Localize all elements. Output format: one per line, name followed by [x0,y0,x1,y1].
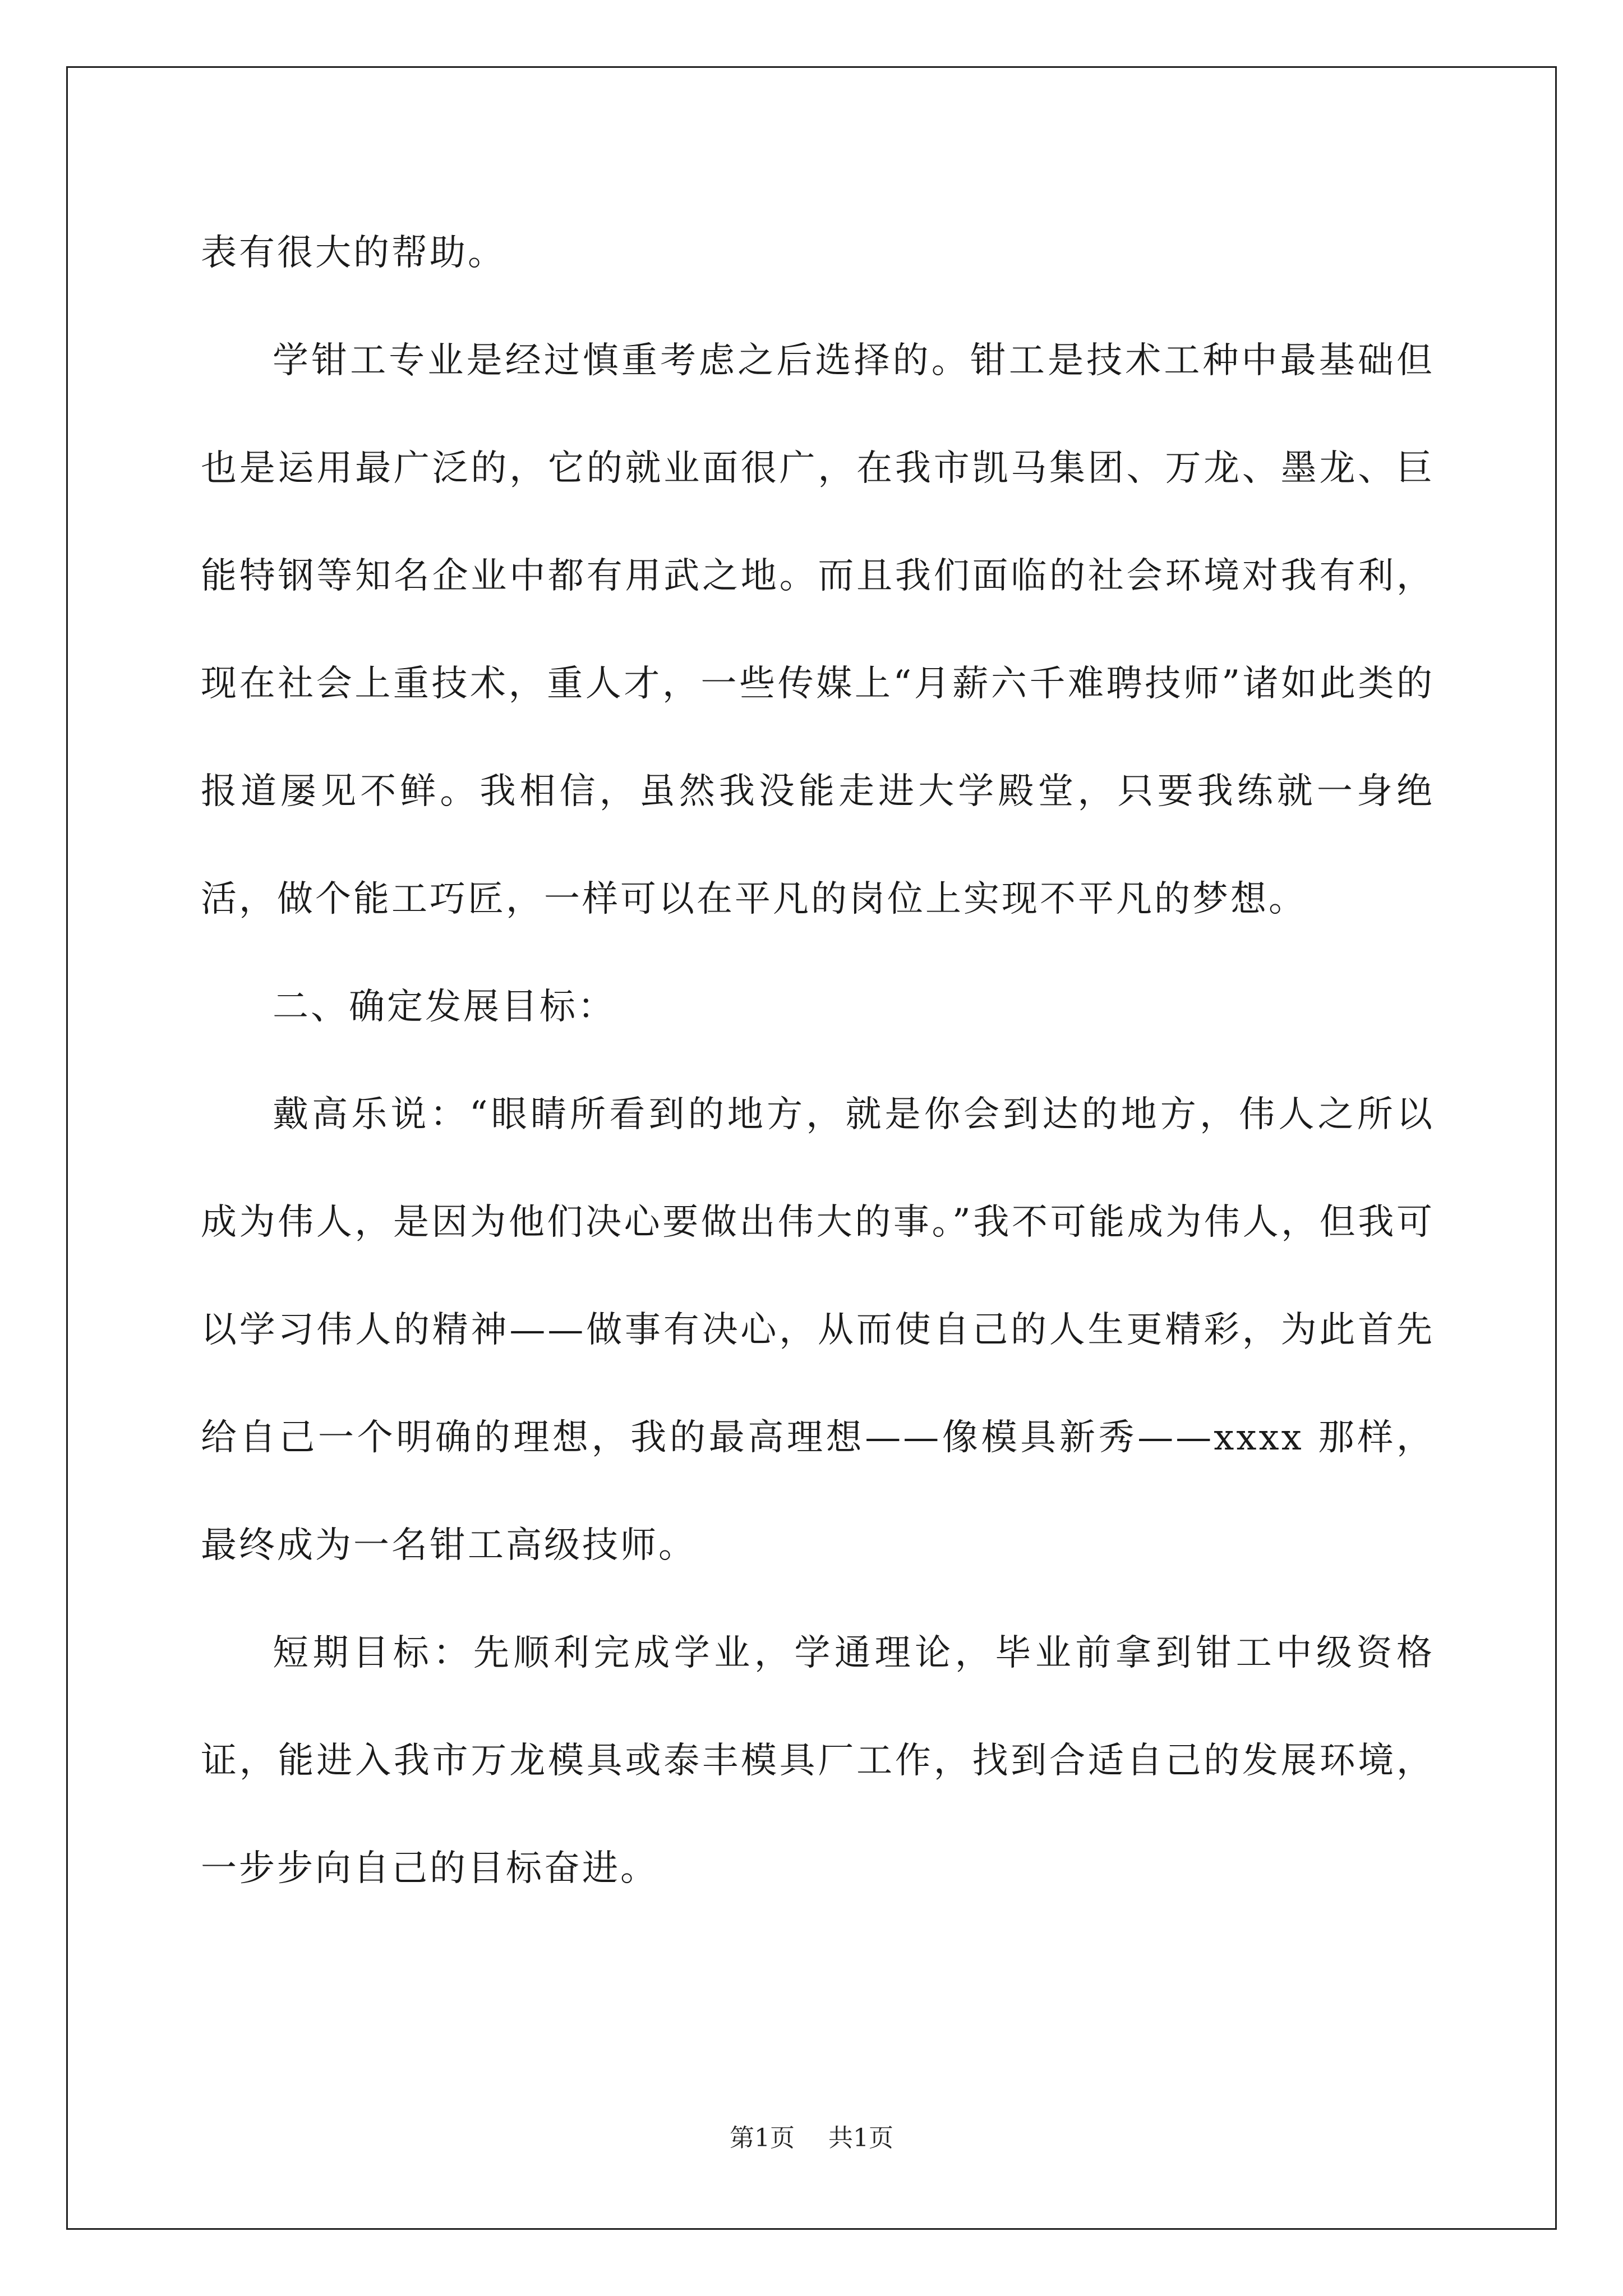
paragraph: 戴高乐说：“眼睛所看到的地方，就是你会到达的地方，伟人之所以成为伟人，是因为他们决心要做出伟大的事。”我不可能成为伟人，但我可以学习伟人的精神——做事有决心，从而使自己的人生更精彩，为此首先给自己一个明确的理想，我的最高理想——像模具新秀——xxxx 那样，最终成为一名钳工高级技师。 [201,1094,1435,1566]
paragraph: 短期目标：先顺利完成学业，学通理论，毕业前拿到钳工中级资格证，能进入我市万龙模具或泰丰模具厂工作，找到合适自己的发展环境，一步步向自己的目标奋进。 [201,1632,1435,1889]
page-footer [0,2122,1623,2155]
paragraph: 学钳工专业是经过慎重考虑之后选择的。钳工是技术工种中最基础但也是运用最广泛的，它的就业面很广，在我市凯马集团、万龙、墨龙、巨能特钢等知名企业中都有用武之地。而且我们面临的社会环境对我有利，现在社会上重技术，重人才，一些传媒上“月薪六千难聘技师”诸如此类的报道屡见不鲜。我相信，虽然我没能走进大学殿堂，只要我练就一身绝活，做个能工巧匠，一样可以在平凡的岗位上实现不平凡的梦想。 [201,340,1435,920]
section-heading: 二、确定发展目标： [273,986,616,1028]
page-total: 共1页 [828,2124,893,2152]
page-number: 第1页 [730,2124,795,2152]
document-body [201,199,1435,1922]
paragraph: 表有很大的帮助。 [201,232,506,274]
